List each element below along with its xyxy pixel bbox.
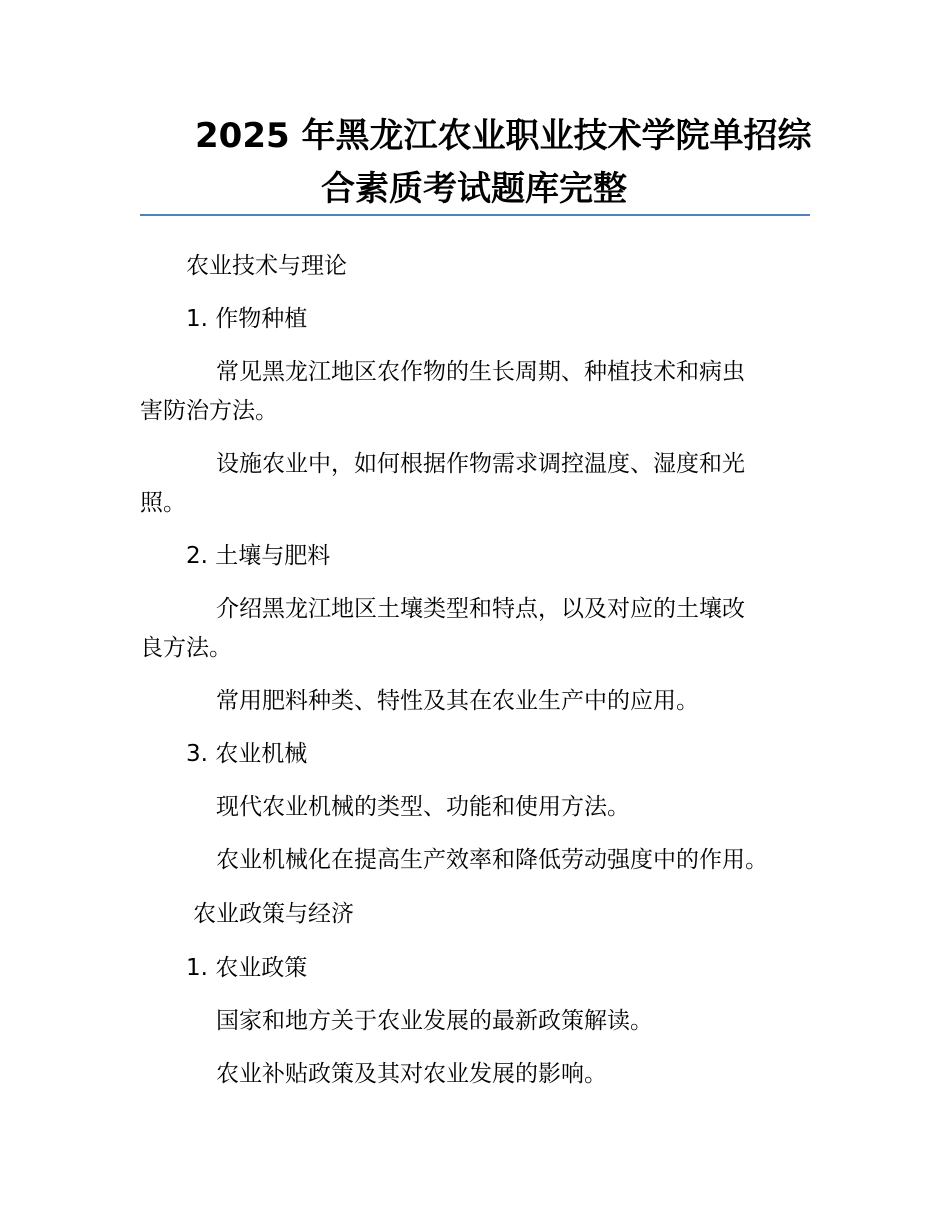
paragraph-line: 农业机械化在提高生产效率和降低劳动强度中的作用。 [216,847,768,873]
paragraph-line: 害防治方法。 [140,398,278,424]
subsection-heading-crop-planting: 1. 作物种植 [186,306,308,332]
paragraph-line: 国家和地方关于农业发展的最新政策解读。 [216,1008,653,1034]
section-heading-agri-policy: 农业政策与经济 [193,901,354,927]
paragraph-line: 现代农业机械的类型、功能和使用方法。 [216,794,630,820]
document-title-line-2: 合素质考试题库完整 [321,169,627,209]
title-underline-rule [140,214,810,216]
subsection-heading-soil-fertilizer: 2. 土壤与肥料 [186,543,331,569]
paragraph-line: 照。 [140,490,186,516]
document-title-line-1: 2025 年黑龙江农业职业技术学院单招综 [195,116,812,156]
subsection-heading-agri-policy: 1. 农业政策 [186,955,308,981]
paragraph-line: 常见黑龙江地区农作物的生长周期、种植技术和病虫 [216,359,745,385]
paragraph-line: 良方法。 [140,635,232,661]
paragraph-line: 农业补贴政策及其对农业发展的影响。 [216,1061,607,1087]
subsection-heading-agri-machinery: 3. 农业机械 [186,741,308,767]
paragraph-line: 介绍黑龙江地区土壤类型和特点，以及对应的土壤改 [216,596,745,622]
paragraph-line: 常用肥料种类、特性及其在农业生产中的应用。 [216,688,699,714]
paragraph-line: 设施农业中，如何根据作物需求调控温度、湿度和光 [216,451,745,477]
section-heading-agri-tech: 农业技术与理论 [186,253,347,279]
